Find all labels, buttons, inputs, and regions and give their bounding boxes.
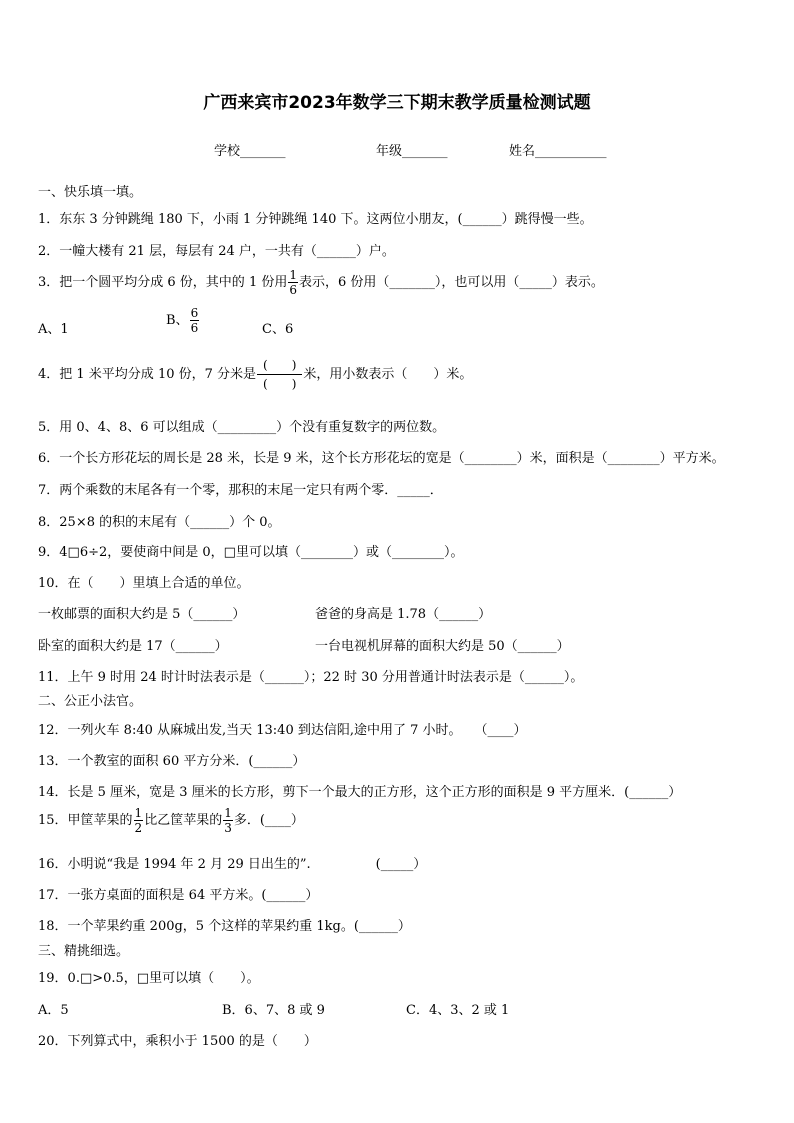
q19-option-c: C．4、3、2 或 1 (406, 1003, 510, 1018)
question-14: 14．长是 5 厘米，宽是 3 厘米的长方形，剪下一个最大的正方形，这个正方形的面积是 9 平方厘米．(______） (38, 785, 682, 800)
question-12: 12．一列火车 8:40 从麻城出发,当天 13:40 到达信阳,途中用了 7 小时。 （____） (38, 723, 527, 738)
question-13: 13．一个教室的面积 60 平方分米．(______） (38, 754, 306, 769)
question-10-item-2: 爸爸的身高是 1.78（______） (315, 607, 492, 622)
page-title: 广西来宾市2023年数学三下期末教学质量检测试题 (203, 93, 591, 113)
question-6: 6．一个长方形花坛的周长是 28 米，长是 9 米，这个长方形花坛的宽是（________）米，面积是（________）平方米。 (38, 451, 725, 466)
question-9: 9．4□6÷2，要使商中间是 0，□里可以填（________）或（________）。 (38, 545, 464, 560)
fraction-numerator: 1 (224, 806, 232, 820)
question-3-text-b: 表示，6 份用（_______），也可以用（_____）表示。 (298, 275, 604, 290)
question-4-text-b: 米，用小数表示（ ）米。 (303, 367, 473, 382)
question-18: 18．一个苹果约重 200g，5 个这样的苹果约重 1kg。(______） (38, 919, 411, 934)
option-label: B、 (166, 313, 189, 328)
fraction (190, 306, 200, 335)
fraction-denominator: ( ) (263, 377, 297, 391)
question-10-item-4: 一台电视机屏幕的面积大约是 50（______） (315, 639, 570, 654)
question-7: 7．两个乘数的末尾各有一个零，那积的末尾一定只有两个零．_____． (38, 483, 443, 498)
question-20: 20．下列算式中，乘积小于 1500 的是（ ） (38, 1034, 317, 1049)
question-15-text-b: 比乙筐苹果的 (144, 813, 223, 828)
fraction-numerator: 1 (134, 806, 143, 820)
q19-option-b: B．6、7、8 或 9 (222, 1003, 325, 1018)
fraction (257, 356, 302, 393)
question-16: 16．小明说“我是 1994 年 2 月 29 日出生的”. (_____） (38, 857, 427, 872)
fraction (134, 806, 144, 835)
section-1-heading: 一、快乐填一填。 (38, 185, 143, 200)
section-2-heading: 二、公正小法官。 (38, 694, 143, 709)
q3-option-b (166, 306, 200, 335)
fraction-denominator: 6 (289, 283, 297, 297)
grade-field: 年级_______ (376, 144, 448, 159)
question-19: 19．0.□>0.5，□里可以填（ ）。 (38, 971, 260, 986)
section-3-heading: 三、精挑细选。 (38, 944, 130, 959)
question-11: 11．上午 9 时用 24 时计时法表示是（______）；22 时 30 分用普通计时法表示是（______）。 (38, 670, 584, 685)
question-4 (38, 356, 472, 393)
question-4-text-a: 4．把 1 米平均分成 10 份，7 分米是 (38, 367, 257, 382)
question-3 (38, 268, 604, 297)
fraction-denominator: 6 (190, 321, 199, 335)
q3-option-c: C、6 (262, 322, 294, 337)
question-5: 5．用 0、4、8、6 可以组成（_________）个没有重复数字的两位数。 (38, 420, 446, 435)
question-8: 8．25×8 的积的末尾有（______）个 0。 (38, 515, 281, 530)
school-field: 学校_______ (214, 144, 286, 159)
question-10: 10．在（ ）里填上合适的单位。 (38, 576, 250, 591)
question-1: 1．东东 3 分钟跳绳 180 下，小雨 1 分钟跳绳 140 下。这两位小朋友，(______）跳得慢一些。 (38, 212, 593, 227)
fraction-denominator: 2 (134, 821, 143, 835)
question-15-text-a: 15．甲筐苹果的 (38, 813, 133, 828)
fraction (288, 268, 298, 297)
question-2: 2．一幢大楼有 21 层，每层有 24 户，一共有（______）户。 (38, 244, 395, 259)
question-15 (38, 806, 304, 835)
fraction-numerator: 6 (190, 306, 199, 320)
question-17: 17．一张方桌面的面积是 64 平方米。(______） (38, 888, 319, 903)
fraction-numerator: 1 (289, 268, 297, 282)
question-15-text-c: 多．(____） (233, 813, 304, 828)
q19-option-a: A．5 (38, 1003, 69, 1018)
fraction (223, 806, 233, 835)
question-10-item-1: 一枚邮票的面积大约是 5（______） (38, 607, 246, 622)
fraction-denominator: 3 (224, 821, 232, 835)
q3-option-a: A、1 (38, 322, 69, 337)
name-field: 姓名___________ (509, 144, 607, 159)
question-3-text-a: 3．把一个圆平均分成 6 份，其中的 1 份用 (38, 275, 288, 290)
fraction-numerator: ( ) (257, 356, 302, 375)
question-10-item-3: 卧室的面积大约是 17（______） (38, 639, 228, 654)
